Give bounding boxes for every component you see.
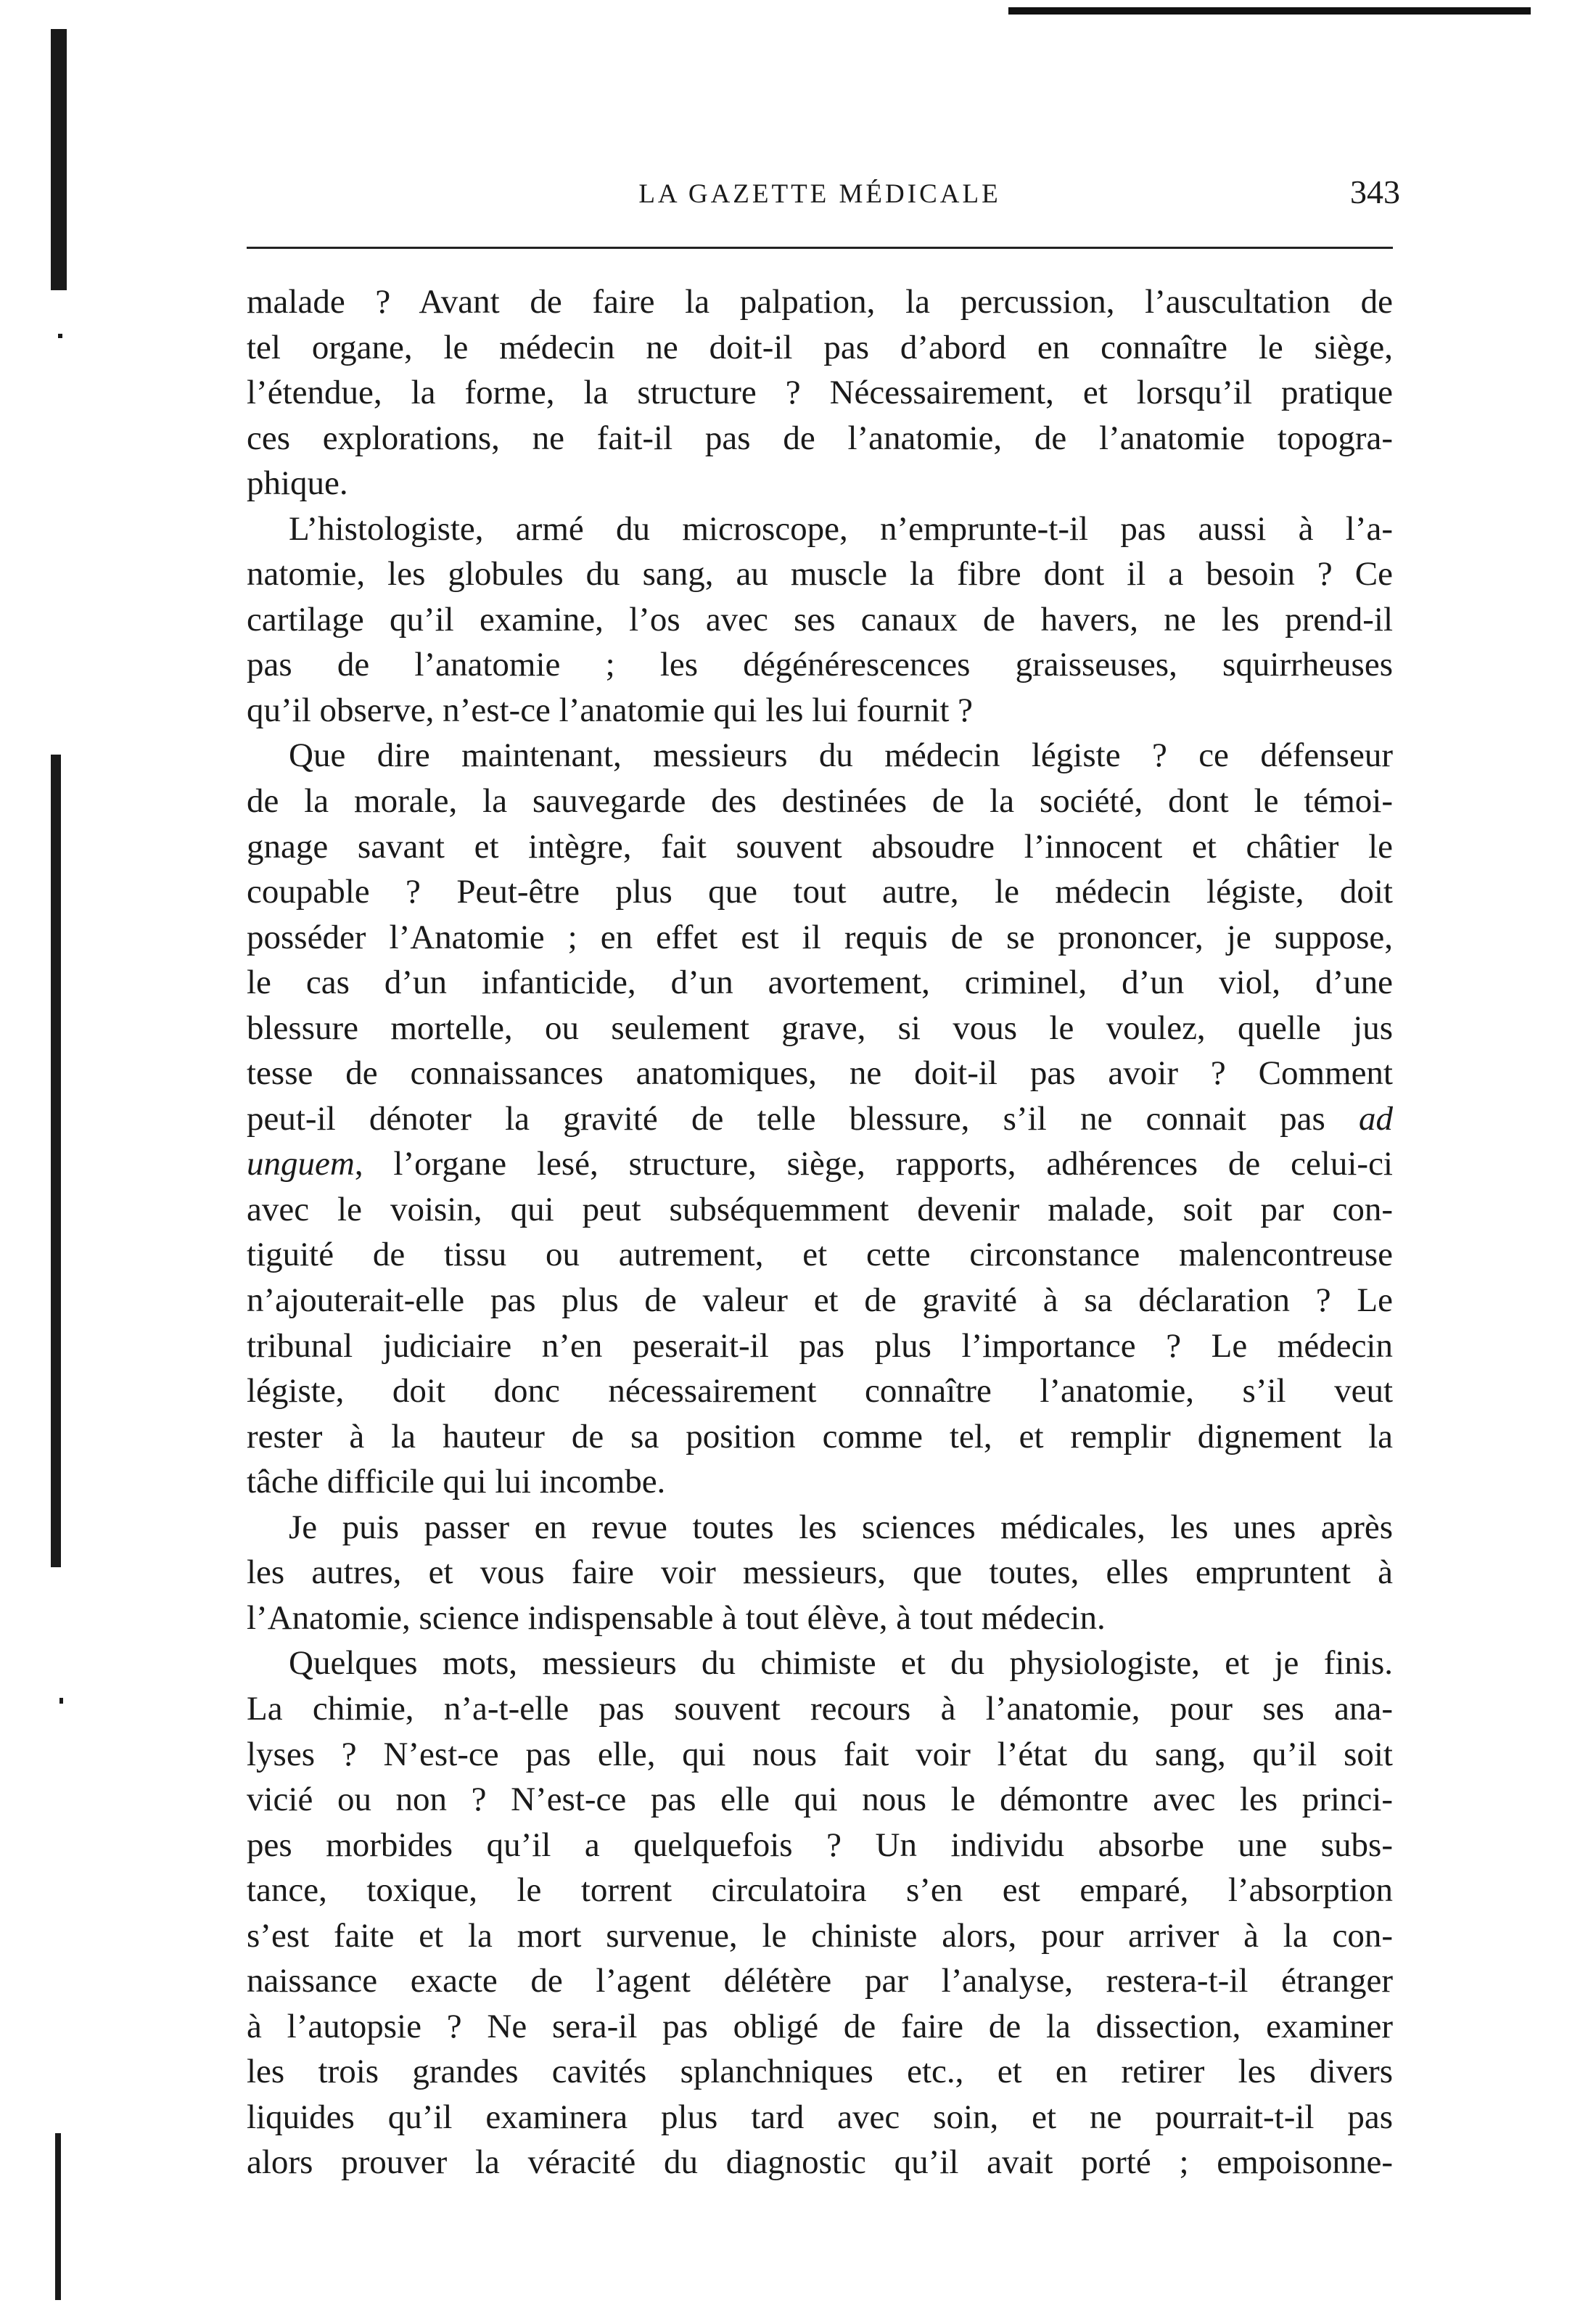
text-line: de la morale, la sauvegarde des destinées de la société, dont le témoi- bbox=[247, 782, 1393, 821]
text-line: à l’autopsie ? Ne sera-il pas obligé de faire de la dissection, examiner bbox=[247, 2007, 1393, 2045]
text-line: tel organe, le médecin ne doit-il pas d’abord en connaître le siège, bbox=[247, 328, 1393, 366]
text-line: tribunal judiciaire n’en peserait-il pas plus l’importance ? Le médecin bbox=[247, 1326, 1393, 1365]
text-line: cartilage qu’il examine, l’os avec ses canaux de havers, ne les prend-il bbox=[247, 600, 1393, 639]
text-line: l’Anatomie, science indispensable à tout élève, à tout médecin. bbox=[247, 1598, 1106, 1637]
text-line: tâche difficile qui lui incombe. bbox=[247, 1463, 666, 1501]
scan-binding-edge bbox=[51, 29, 67, 2300]
text-line: posséder l’Anatomie ; en effet est il requis de se prononcer, je suppose, bbox=[247, 918, 1393, 956]
text-line: natomie, les globules du sang, au muscle la fibre dont il a besoin ? Ce bbox=[247, 555, 1393, 594]
text-line: s’est faite et la mort survenue, le chiniste alors, pour arriver à la con- bbox=[247, 1916, 1393, 1955]
text-line: alors prouver la véracité du diagnostic qu’il avait porté ; empoisonne- bbox=[247, 2143, 1393, 2182]
text-line: avec le voisin, qui peut subséquemment devenir malade, soit par con- bbox=[247, 1190, 1393, 1228]
text-line: La chimie, n’a-t-elle pas souvent recours à l’anatomie, pour ses ana- bbox=[247, 1689, 1393, 1728]
text-line: vicié ou non ? N’est-ce pas elle qui nous le démontre avec les princi- bbox=[247, 1781, 1393, 1819]
text-line: blessure mortelle, ou seulement grave, si vous le voulez, quelle jus bbox=[247, 1009, 1393, 1047]
text-line: tiguité de tissu ou autrement, et cette circonstance malencontreuse bbox=[247, 1236, 1393, 1274]
text-line: tesse de connaissances anatomiques, ne doit-il pas avoir ? Comment bbox=[247, 1054, 1393, 1093]
text-line: ces explorations, ne fait-il pas de l’anatomie, de l’anatomie topogra- bbox=[247, 419, 1393, 457]
text-line: unguem, l’organe lesé, structure, siège, rapports, adhérences de celui-ci bbox=[247, 1145, 1393, 1183]
text-line: gnage savant et intègre, fait souvent absoudre l’innocent et châtier le bbox=[247, 827, 1393, 866]
text-line: tance, toxique, le torrent circulatoira s’en est emparé, l’absorption bbox=[247, 1871, 1393, 1910]
text-line: liquides qu’il examinera plus tard avec soin, et ne pourrait-t-il pas bbox=[247, 2098, 1393, 2136]
text-line: les autres, et vous faire voir messieurs, que toutes, elles empruntent à bbox=[247, 1553, 1393, 1592]
text-line: phique. bbox=[247, 464, 348, 503]
text-line: rester à la hauteur de sa position comme tel, et remplir dignement la bbox=[247, 1417, 1393, 1455]
running-header bbox=[239, 167, 1400, 218]
page-number: 343 bbox=[1350, 173, 1400, 210]
text-line: pes morbides qu’il a quelquefois ? Un individu absorbe une subs- bbox=[247, 1826, 1393, 1864]
text-line: les trois grandes cavités splanchniques etc., et en retirer les divers bbox=[247, 2053, 1393, 2091]
text-line: malade ? Avant de faire la palpation, la percussion, l’auscultation de bbox=[247, 283, 1393, 321]
text-line: qu’il observe, n’est-ce l’anatomie qui les lui fournit ? bbox=[247, 691, 974, 729]
journal-title: LA GAZETTE MÉDICALE bbox=[638, 179, 1001, 209]
text-line: Je puis passer en revue toutes les sciences médicales, les unes après bbox=[289, 1508, 1393, 1546]
text-line: le cas d’un infanticide, d’un avortement, criminel, d’un viol, d’une bbox=[247, 964, 1393, 1002]
text-line: pas de l’anatomie ; les dégénérescences graisseuses, squirrheuses bbox=[247, 646, 1393, 684]
text-line: L’histologiste, armé du microscope, n’emprunte-t-il pas aussi à l’a- bbox=[289, 509, 1393, 548]
text-line: n’ajouterait-elle pas plus de valeur et de gravité à sa déclaration ? Le bbox=[247, 1281, 1393, 1320]
text-line: Que dire maintenant, messieurs du médecin légiste ? ce défenseur bbox=[289, 736, 1393, 775]
article-body bbox=[247, 279, 1393, 2185]
text-line: peut-il dénoter la gravité de telle blessure, s’il ne connait pas ad bbox=[247, 1099, 1393, 1138]
top-scan-rule bbox=[1008, 7, 1531, 15]
header-divider bbox=[247, 247, 1393, 249]
text-line: Quelques mots, messieurs du chimiste et du physiologiste, et je finis. bbox=[289, 1644, 1393, 1683]
text-line: l’étendue, la forme, la structure ? Nécessairement, et lorsqu’il pratique bbox=[247, 374, 1393, 412]
text-line: naissance exacte de l’agent délétère par l’analyse, restera-t-il étranger bbox=[247, 1962, 1393, 2000]
text-line: légiste, doit donc nécessairement connaître l’anatomie, s’il veut bbox=[247, 1372, 1393, 1411]
text-line: lyses ? N’est-ce pas elle, qui nous fait voir l’état du sang, qu’il soit bbox=[247, 1735, 1393, 1773]
text-line: coupable ? Peut-être plus que tout autre, le médecin légiste, doit bbox=[247, 873, 1393, 911]
